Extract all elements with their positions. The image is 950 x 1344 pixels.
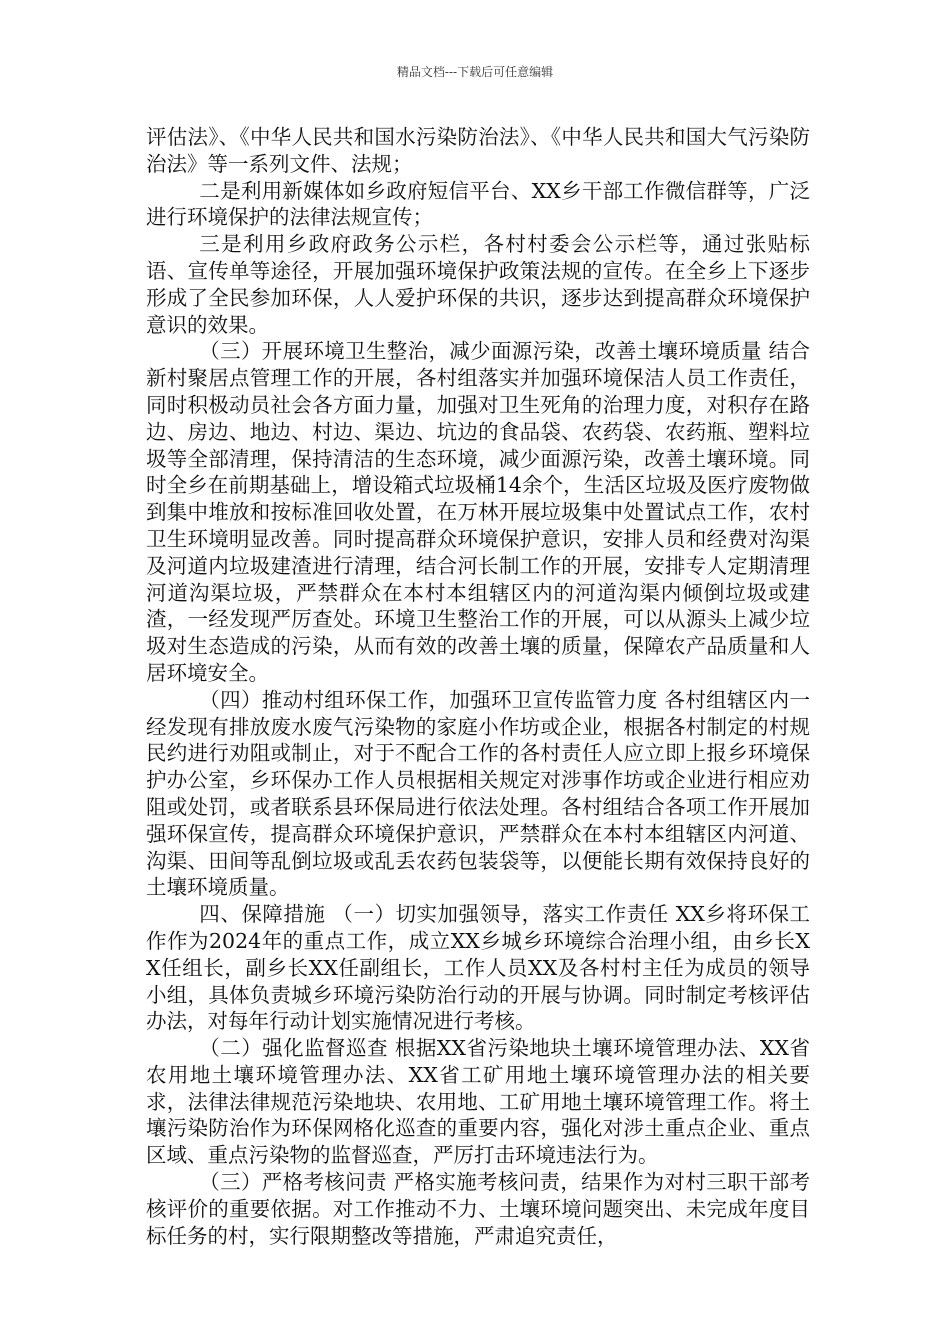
paragraph-laws-list: 评估法》、《中华人民共和国水污染防治法》、《中华人民共和国大气污染防治法》等一系列文件、法规；: [146, 125, 810, 176]
page-header: 精品文档---下载后可任意编辑: [396, 65, 554, 79]
paragraph-section-3: （三）开展环境卫生整治，减少面源污染，改善土壤环境质量 结合新村聚居点管理工作的开展，各村组落实并加强环境保洁人员工作责任，同时积极动员社会各方面力量，加强对卫生死角的治理力度，对积存在路边、房边、地边、村边、渠边、坑边的食品袋、农药袋、农药瓶、塑料垃圾等全部清理，保持清洁的生态环境，减少面源污染，改善土壤环境。同时全乡在前期基础上，增设箱式垃圾桶14余个，生活区垃圾及医疗废物做到集中堆放和按标准回收处置，在万林开展垃圾集中处置试点工作，农村卫生环境明显改善。同时提高群众环境保护意识，安排人员和经费对沟渠及河道内垃圾建渣进行清理，结合河长制工作的开展，安排专人定期清理河道沟渠垃圾，严禁群众在本村本组辖区内的河道沟渠内倾倒垃圾或建渣，一经发现严厉查处。环境卫生整治工作的开展，可以从源头上减少垃圾对生态造成的污染，从而有效的改善土壤的质量，保障农产品质量和人居环境安全。: [146, 339, 810, 685]
paragraph-accountability: （三）严格考核问责 严格实施考核问责，结果作为对村三职干部考核评价的重要依据。对工作推动不力、土壤环境问题突出、未完成年度目标任务的村，实行限期整改等措施，严肃追究责任，: [146, 1170, 810, 1248]
paragraph-supervision: （二）强化监督巡查 根据XX省污染地块土壤环境管理办法、XX省农用地土壤环境管理办法、XX省工矿用地土壤环境管理办法的相关要求，法律法律规范污染地块、农用地、工矿用地土壤环境管理工作。将土壤污染防治作为环保网格化巡查的重要内容，强化对涉土重点企业、重点区域、重点污染物的监督巡查，严厉打击环境违法行为。: [146, 1036, 810, 1168]
paragraph-section-4: （四）推动村组环保工作，加强环卫宣传监管力度 各村组辖区内一经发现有排放废水废气污染物的家庭小作坊或企业，根据各村制定的村规民约进行劝阻或制止，对于不配合工作的各村责任人应立即上报乡环境保护办公室，乡环保办工作人员根据相关规定对涉事作坊或企业进行相应劝阻或处罚，或者联系县环保局进行依法处理。各村组结合各项工作开展加强环保宣传，提高群众环境保护意识，严禁群众在本村本组辖区内河道、沟渠、田间等乱倒垃圾或乱丢农药包装袋等，以便能长期有效保持良好的土壤环境质量。: [146, 687, 810, 900]
paragraph-new-media: 二是利用新媒体如乡政府短信平台、XX乡干部工作微信群等，广泛进行环境保护的法律法规宣传；: [146, 178, 810, 230]
paragraph-safeguard-measures: 四、保障措施 （一）切实加强领导，落实工作责任 XX乡将环保工作作为2024年的重点工作，成立XX乡城乡环境综合治理小组，由乡长XX任组长，副乡长XX任副组长，工作人员XX及各村村主任为成员的领导小组，具体负责城乡环境污染防治行动的开展与协调。同时制定考核评估办法，对每年行动计划实施情况进行考核。: [146, 902, 810, 1034]
paragraph-bulletin-board: 三是利用乡政府政务公示栏，各村村委会公示栏等，通过张贴标语、宣传单等途径，开展加强环境保护政策法规的宣传。在全乡上下逐步形成了全民参加环保，人人爱护环保的共识，逐步达到提高群众环境保护意识的效果。: [146, 232, 810, 337]
document-body: [146, 124, 810, 1249]
